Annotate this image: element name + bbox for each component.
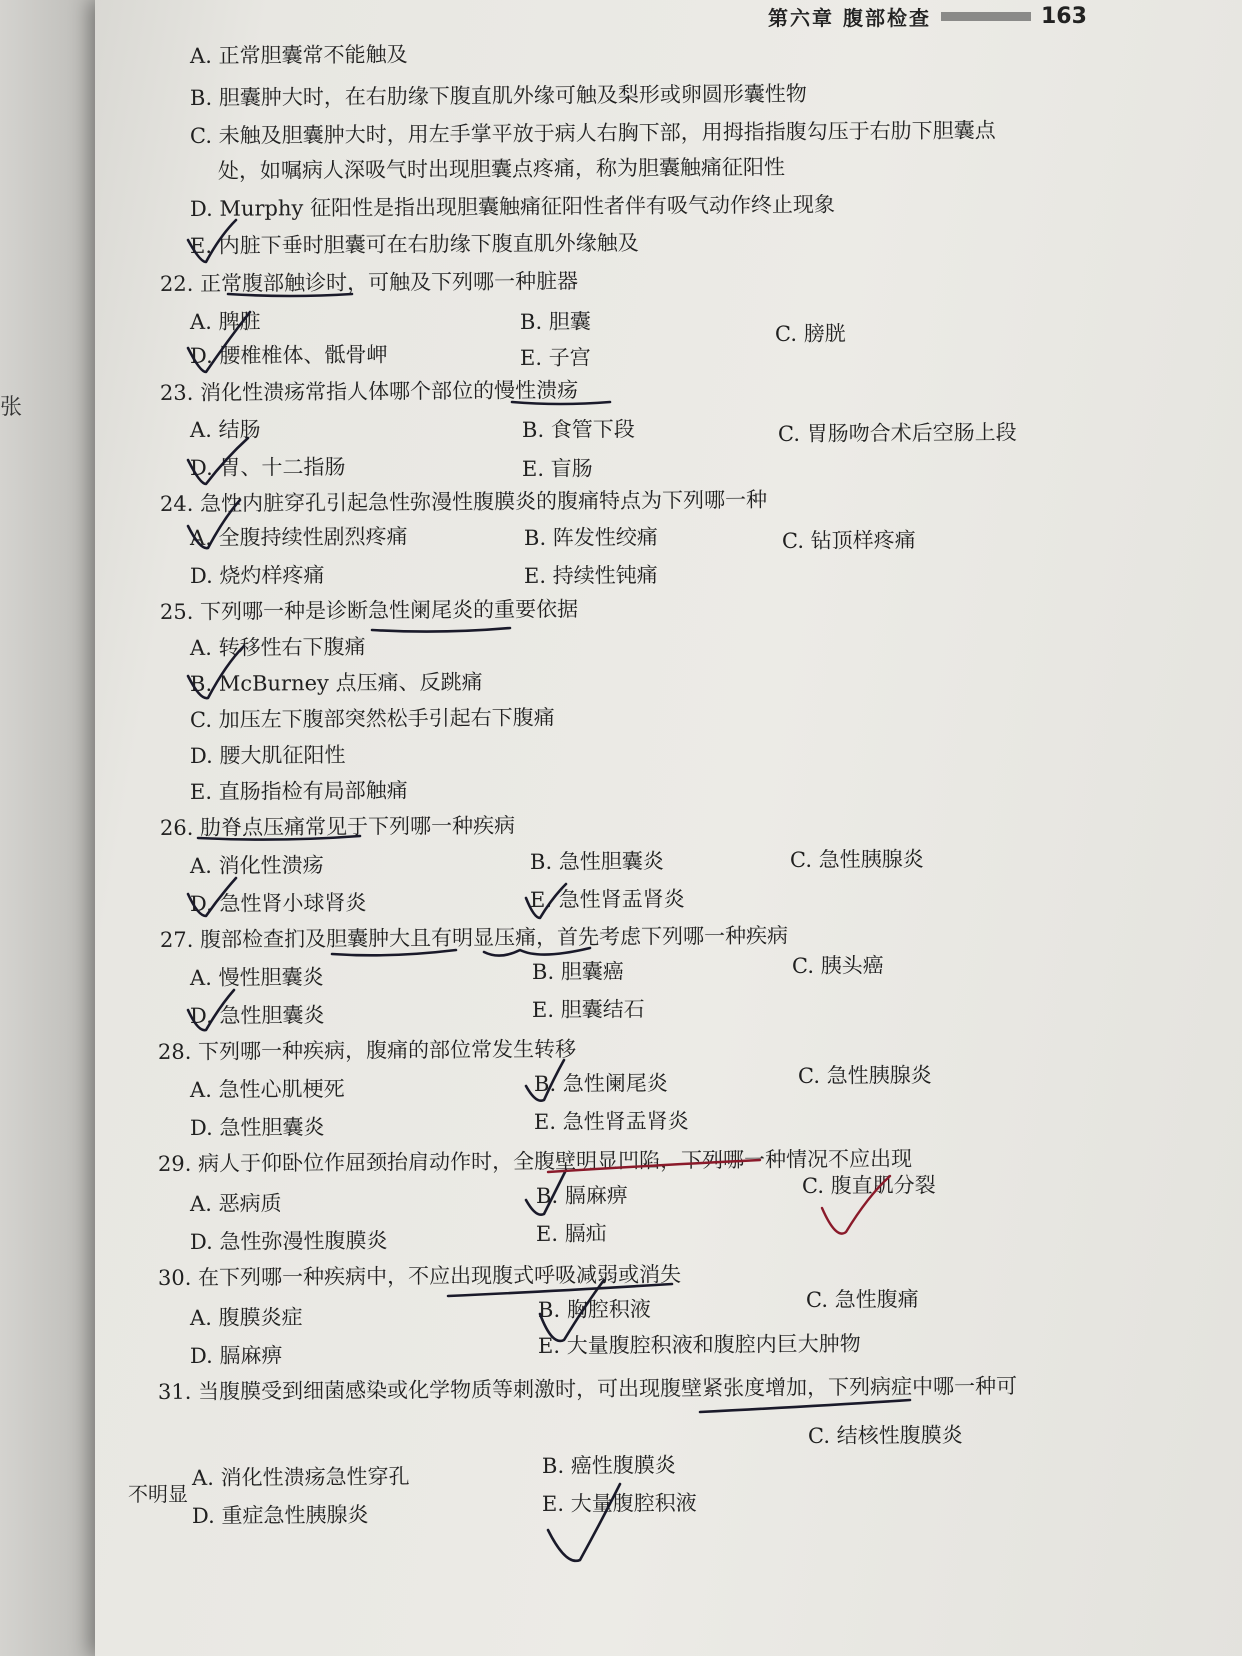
option: C. 胃肠吻合术后空肠上段 [777,420,1017,446]
option: A. 腹膜炎症 [189,1305,303,1330]
option: C. 结核性腹膜炎 [807,1422,963,1448]
option: E. 大量腹腔积液 [541,1490,697,1516]
q21-option-a: A. 正常胆囊常不能触及 [189,42,408,68]
chapter-title: 第六章 腹部检查 [768,5,931,30]
option: D. 急性弥漫性腹膜炎 [189,1228,388,1254]
option: C. 急性胰腺炎 [797,1063,932,1088]
page-number: 163 [1040,3,1087,29]
option: A. 结肠 [189,417,261,442]
option: D. 急性肾小球肾炎 [189,890,367,916]
option: E. 大量腹腔积液和腹腔内巨大肿物 [537,1331,861,1358]
question-stem: 29. 病人于仰卧位作屈颈抬肩动作时，全腹壁明显凹陷，下列哪一种情况不应出现 [157,1146,913,1176]
option: B. 胆囊 [519,309,591,334]
option: A. 全腹持续性剧烈疼痛 [189,524,408,550]
option: D. 急性胆囊炎 [189,1115,325,1140]
option: E. 子宫 [519,345,591,370]
option: B. 急性胆囊炎 [529,849,664,874]
option: D. 重症急性胰腺炎 [191,1502,369,1528]
option: D. 急性胆囊炎 [189,1003,325,1028]
option: A. 消化性溃疡急性穿孔 [191,1464,410,1490]
option: D. 腰大肌征阳性 [189,742,346,768]
question-stem: 30. 在下列哪一种疾病中，不应出现腹式呼吸减弱或消失 [157,1262,682,1290]
q21-option-d: D. Murphy 征阳性是指出现胆囊触痛征阳性者伴有吸气动作终止现象 [189,192,836,221]
option: C. 加压左下腹部突然松手引起右下腹痛 [189,705,555,732]
option: B. 癌性腹膜炎 [541,1453,676,1478]
adjacent-page-char: 张 [0,395,23,420]
option: E. 胆囊结石 [531,997,645,1022]
q21-option-b: B. 胆囊肿大时，在右肋缘下腹直肌外缘可触及梨形或卵圆形囊性物 [189,81,807,110]
question-stem: 26. 肋脊点压痛常见于下列哪一种疾病 [159,813,516,840]
option: B. 胸腔积液 [537,1297,651,1322]
question-stem: 24. 急性内脏穿孔引起急性弥漫性腹膜炎的腹痛特点为下列哪一种 [159,487,768,516]
option: B. 阵发性绞痛 [523,525,658,550]
option: C. 腹直肌分裂 [801,1173,936,1198]
option: C. 胰头癌 [791,953,884,978]
option: C. 急性腹痛 [805,1287,919,1312]
question-stem: 27. 腹部检查扪及胆囊肿大且有明显压痛，首先考虑下列哪一种疾病 [159,923,789,952]
question-stem: 23. 消化性溃疡常指人体哪个部位的慢性溃疡 [159,378,579,405]
option: E. 盲肠 [521,456,593,481]
q21-option-c-cont: 处，如嘱病人深吸气时出现胆囊点疼痛，称为胆囊触痛征阳性 [217,155,786,183]
option: A. 急性心肌梗死 [189,1076,345,1102]
option: B. 膈麻痹 [535,1183,628,1208]
option: A. 恶病质 [189,1191,282,1216]
option: A. 消化性溃疡 [189,853,324,878]
q21-option-e: E. 内脏下垂时胆囊可在右肋缘下腹直肌外缘触及 [189,230,639,258]
question-stem: 31. 当腹膜受到细菌感染或化学物质等刺激时，可出现腹壁紧张度增加，下列病症中哪一种可 [157,1374,1018,1404]
option: B. 胆囊癌 [531,959,624,984]
option: A. 转移性右下腹痛 [189,634,366,660]
option: A. 脾脏 [189,309,261,334]
option: D. 烧灼样疼痛 [189,563,325,588]
option: B. 食管下段 [521,417,635,442]
option: D. 胃、十二指肠 [189,454,346,480]
option: E. 急性肾盂肾炎 [529,886,685,912]
option: A. 慢性胆囊炎 [189,965,324,990]
option: E. 直肠指检有局部触痛 [189,778,408,804]
option: C. 急性胰腺炎 [789,847,924,872]
option: C. 钻顶样疼痛 [781,528,916,553]
option: D. 腰椎椎体、骶骨岬 [189,342,388,368]
option: E. 膈疝 [535,1221,607,1246]
option: C. 膀胱 [774,321,846,346]
option: B. 急性阑尾炎 [533,1071,668,1096]
question-stem: 22. 正常腹部触诊时，可触及下列哪一种脏器 [159,269,579,296]
question-stem: 28. 下列哪一种疾病，腹痛的部位常发生转移 [157,1037,577,1064]
option: B. McBurney 点压痛、反跳痛 [189,669,483,696]
option: D. 膈麻痹 [189,1343,283,1368]
q21-option-c: C. 未触及胆囊肿大时，用左手掌平放于病人右胸下部，用拇指指腹勾压于右肋下胆囊点 [189,118,996,148]
option: E. 急性肾盂肾炎 [533,1108,689,1134]
option: E. 持续性钝痛 [523,563,658,588]
question-stem: 25. 下列哪一种是诊断急性阑尾炎的重要依据 [159,597,579,624]
handwritten-note: 不明显 [128,1482,188,1506]
